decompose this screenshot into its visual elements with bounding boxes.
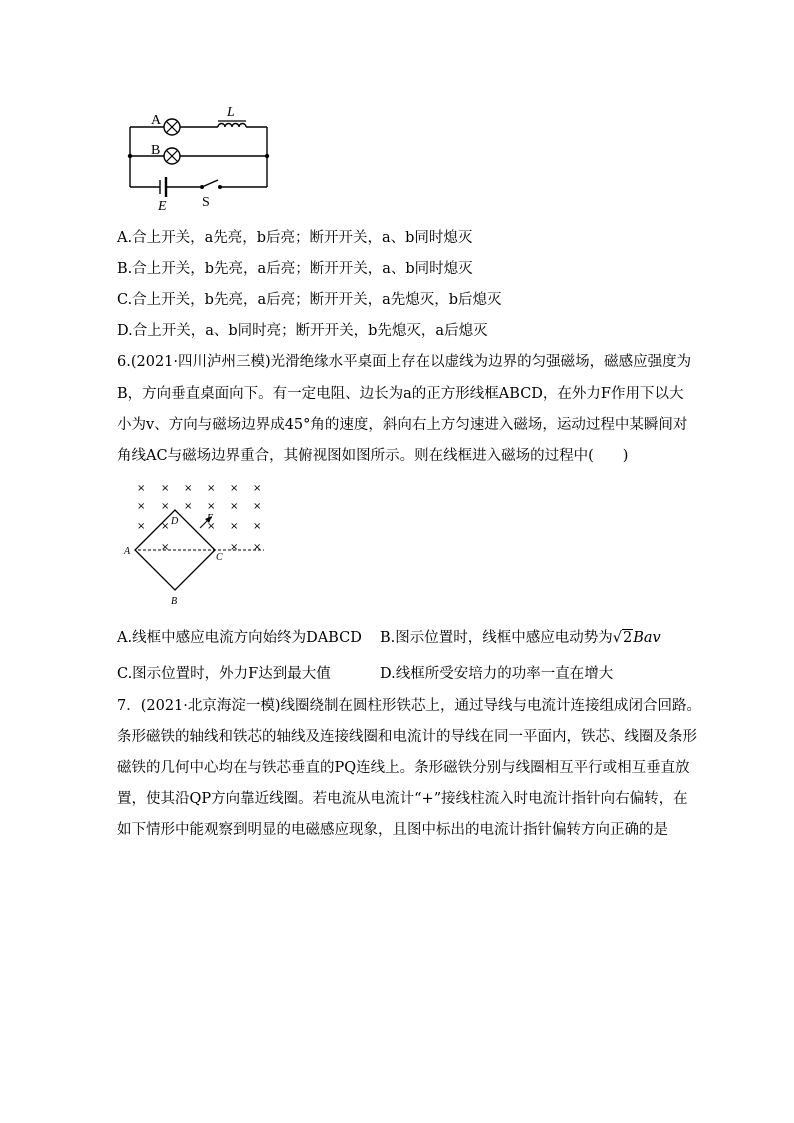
field-x-mark: × [207, 483, 216, 494]
q7-stem-line-4: 置，使其沿QP方向靠近线圈。若电流从电流计“+”接线柱流入时电流计指针向右偏转，在 [117, 791, 688, 807]
q5-option-c: C.合上开关，b先亮，a后亮；断开开关，a先熄灭，b后熄灭 [117, 292, 502, 308]
q7-stem-line-5: 如下情形中能观察到明显的电磁感应现象，且图中标出的电流计指针偏转方向正确的是 [117, 822, 668, 838]
field-x-mark: × [137, 501, 146, 512]
field-x-mark: × [230, 521, 239, 532]
field-x-mark: × [207, 521, 216, 532]
label-lamp-b: B [151, 143, 161, 158]
q6-stem-line-2: B，方向垂直桌面向下。有一定电阻、边长为a的正方形线框ABCD，在外力F作用下以大 [117, 386, 684, 402]
field-marks [137, 483, 261, 553]
q6-option-a: A.线框中感应电流方向始终为DABCD [117, 630, 362, 646]
field-x-mark: × [161, 483, 170, 494]
sqrt-radicand: 2 [623, 630, 633, 646]
field-x-mark: × [230, 501, 239, 512]
q6-stem-line-4: 角线AC与磁场边界重合，其俯视图如图所示。则在线框进入磁场的过程中( ) [117, 448, 629, 464]
q7-stem-line-1: 7．(2021·北京海淀一模)线圈绕制在圆柱形铁芯上，通过导线与电流计连接组成闭合回路。 [117, 698, 702, 714]
q7-stem-line-2: 条形磁铁的轴线和铁芯的轴线及连接线圈和电流计的导线在同一平面内，铁芯、线圈及条形 [117, 729, 697, 745]
q6-option-b-suffix: Bav [633, 630, 661, 646]
label-vertex-b: B [171, 596, 178, 607]
label-force-f: F [207, 513, 214, 524]
sqrt-sign: √ [612, 630, 623, 646]
q6-option-c: C.图示位置时，外力F达到最大值 [117, 666, 331, 682]
magnetic-field-diagram [118, 476, 278, 611]
q6-stem-line-3: 小为v、方向与磁场边界成45°角的速度，斜向右上方匀速进入磁场，运动过程中某瞬间对 [117, 417, 688, 433]
q6-option-b-prefix: B.图示位置时，线框中感应电动势为 [380, 630, 613, 646]
field-x-mark: × [184, 483, 193, 494]
field-x-mark: × [161, 542, 170, 553]
field-x-mark: × [253, 542, 262, 553]
label-inductor-l: L [227, 105, 235, 120]
circuit-diagram [120, 100, 280, 215]
q6-option-b [380, 628, 661, 648]
label-lamp-a: A [151, 113, 162, 128]
field-x-mark: × [253, 483, 262, 494]
field-x-mark: × [161, 521, 170, 532]
q7-stem-line-3: 磁铁的几何中心均在与铁芯垂直的PQ连线上。条形磁铁分别与线圈相互平行或相互垂直放 [117, 760, 690, 776]
q6-option-d: D.线框所受安培力的功率一直在增大 [380, 666, 614, 682]
q6-stem-line-1: 6.(2021·四川泸州三模)光滑绝缘水平桌面上存在以虚线为边界的匀强磁场，磁感应强度为 [117, 354, 692, 370]
field-x-mark: × [184, 501, 193, 512]
field-x-mark: × [137, 521, 146, 532]
field-x-mark: × [161, 501, 170, 512]
field-x-mark: × [137, 483, 146, 494]
q5-option-a: A.合上开关，a先亮，b后亮；断开开关，a、b同时熄灭 [117, 230, 473, 246]
field-x-mark: × [207, 501, 216, 512]
field-x-mark: × [253, 501, 262, 512]
label-vertex-d: D [171, 516, 179, 527]
q5-option-d: D.合上开关，a、b同时亮；断开开关，b先熄灭，a后熄灭 [117, 323, 488, 339]
field-x-mark: × [230, 542, 239, 553]
label-battery-e: E [158, 199, 167, 214]
field-x-mark: × [253, 521, 262, 532]
label-vertex-a: A [124, 546, 131, 557]
q5-option-b: B.合上开关，b先亮，a后亮；断开开关，a、b同时熄灭 [117, 261, 473, 277]
label-switch-s: S [202, 195, 210, 210]
field-x-mark: × [230, 483, 239, 494]
label-vertex-c: C [216, 552, 223, 563]
